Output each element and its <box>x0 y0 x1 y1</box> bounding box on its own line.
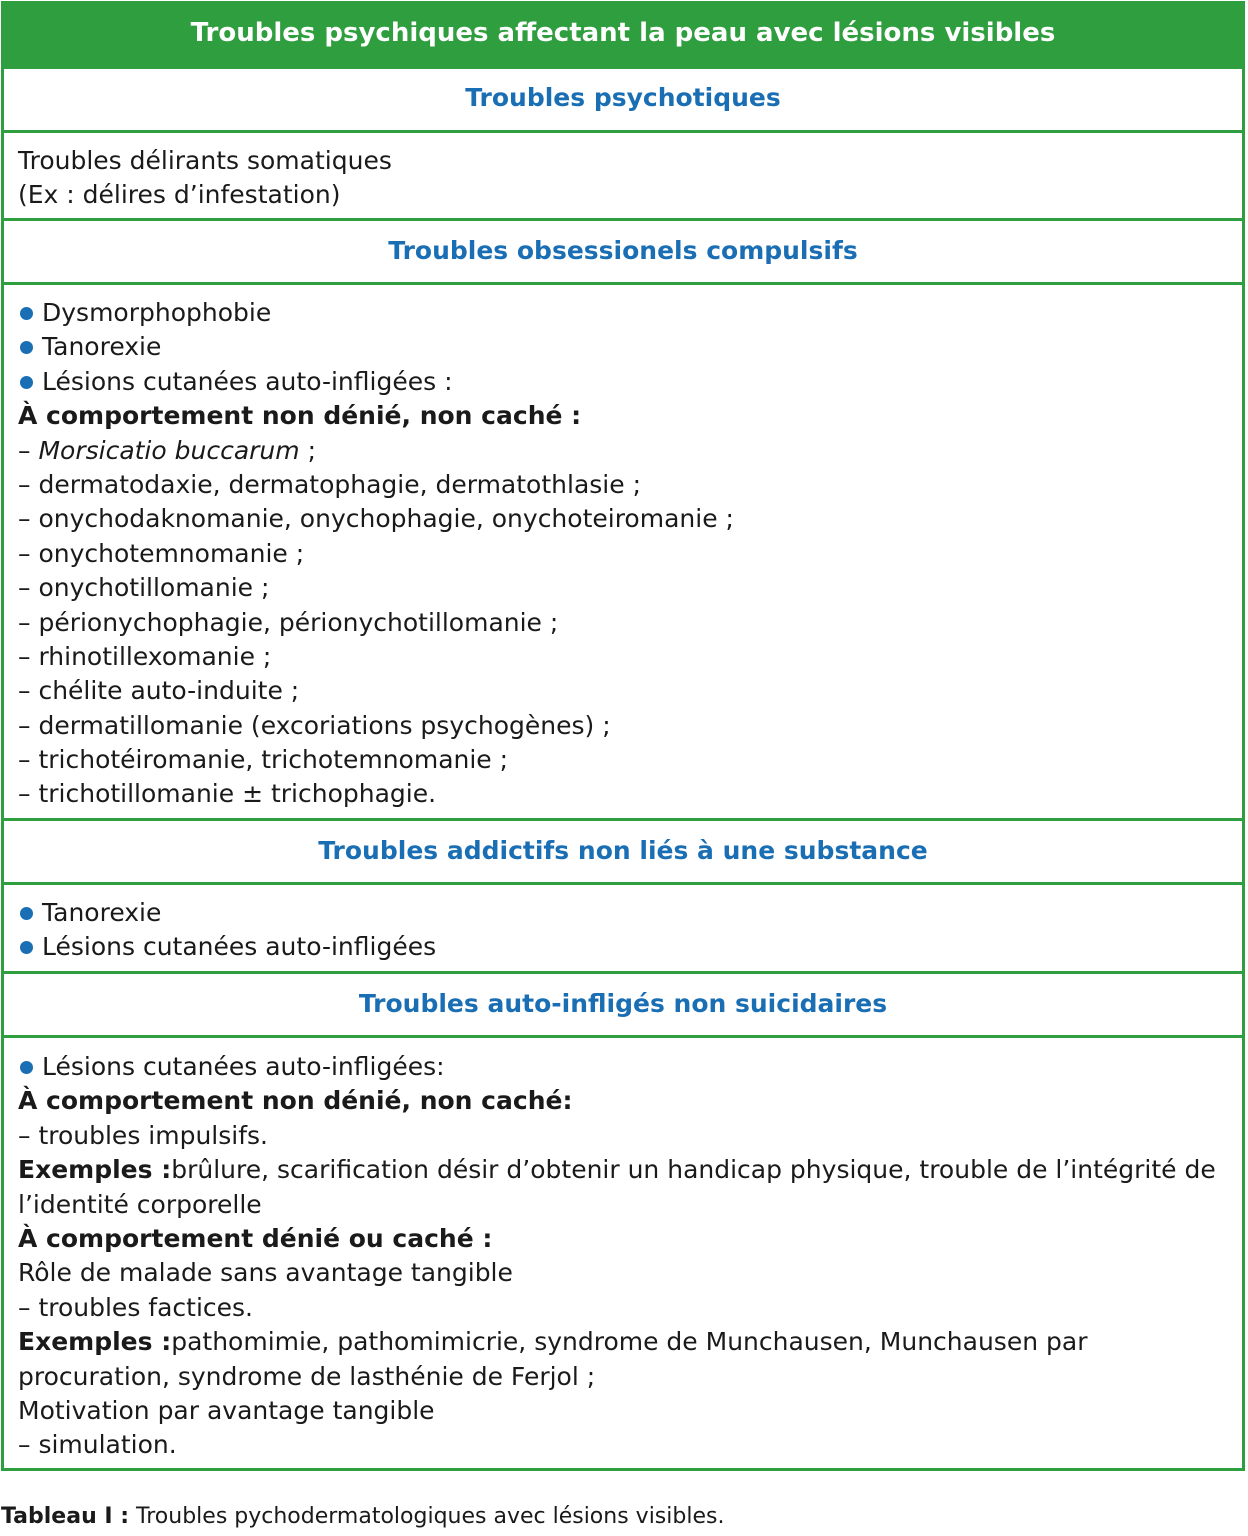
bullet-icon <box>20 307 33 320</box>
list-item: Rôle de malade sans avantage tangible <box>18 1258 513 1288</box>
examples-text: brûlure, scarification désir d’obtenir un handicap physique, trouble de l’intégrité de l’identité corporelle <box>18 1155 1216 1219</box>
examples-label: Exemples : <box>18 1327 172 1357</box>
list-item-text: Lésions cutanées auto-infligées : <box>42 366 453 396</box>
section-title-self-inflicted: Troubles auto-infligés non suicidaires <box>4 971 1242 1035</box>
examples-paragraph <box>18 1325 1242 1394</box>
list-item-text: Tanorexie <box>42 898 162 927</box>
section-title-addictive: Troubles addictifs non liés à une substance <box>4 818 1242 882</box>
section-body-addictive <box>4 882 1242 971</box>
section-body-psychotic <box>4 130 1242 218</box>
list-item: – chélite auto-induite ; <box>18 676 300 706</box>
list-item-text: Lésions cutanées auto-infligées <box>42 932 437 962</box>
list-item: Motivation par avantage tangible <box>18 1395 435 1425</box>
table-header: Troubles psychiques affectant la peau avec lésions visibles <box>4 4 1242 66</box>
list-item: – dermatodaxie, dermatophagie, dermatothlasie ; <box>18 469 641 499</box>
bullet-icon <box>20 376 33 389</box>
list-item: – simulation. <box>18 1430 177 1460</box>
list-item: – onychotillomanie ; <box>18 573 270 603</box>
list-item: – dermatillomanie (excoriations psychogènes) ; <box>18 710 611 740</box>
list-item-text: Dysmorphophobie <box>42 298 272 327</box>
bullet-icon <box>20 941 33 954</box>
section-body-self-inflicted <box>4 1035 1242 1468</box>
subheading: À comportement non dénié, non caché: <box>18 1086 573 1116</box>
list-item <box>18 296 1242 330</box>
list-item-text: Lésions cutanées auto-infligées: <box>42 1052 445 1081</box>
list-item <box>18 330 1242 364</box>
list-item: – onychodaknomanie, onychophagie, onychoteiromanie ; <box>18 504 734 534</box>
list-item: – troubles factices. <box>18 1292 253 1322</box>
bullet-icon <box>20 341 33 354</box>
punctuation: ; <box>299 435 316 465</box>
list-item: – onychotemnomanie ; <box>18 538 305 568</box>
caption-label: Tableau I : <box>1 1504 130 1529</box>
table-caption <box>1 1504 724 1529</box>
list-item <box>18 434 1242 468</box>
caption-text: Troubles pychodermatologiques avec lésions visibles. <box>129 1504 725 1529</box>
list-item <box>18 365 1242 399</box>
bullet-icon <box>20 907 33 920</box>
section-body-ocd <box>4 282 1242 818</box>
list-item-italic: Morsicatio buccarum <box>38 435 300 465</box>
list-item <box>18 896 1242 930</box>
subheading: À comportement dénié ou caché : <box>18 1223 493 1253</box>
psychodermatology-table <box>1 1 1245 1471</box>
list-item <box>18 930 1242 964</box>
list-item: – trichotillomanie ± trichophagie. <box>18 779 437 809</box>
subheading: À comportement non dénié, non caché : <box>18 401 582 431</box>
list-item: – troubles impulsifs. <box>18 1120 268 1150</box>
examples-text: pathomimie, pathomimicrie, syndrome de Munchausen, Munchausen par procuration, syndrome de lasthénie de Ferjol ; <box>18 1327 1088 1391</box>
list-item: (Ex : délires d’infestation) <box>18 180 341 210</box>
section-title-ocd: Troubles obsessionels compulsifs <box>4 218 1242 282</box>
list-item <box>18 1050 1242 1084</box>
list-item-text: Tanorexie <box>42 332 162 362</box>
section-title-psychotic: Troubles psychotiques <box>4 66 1242 130</box>
list-item: – trichotéiromanie, trichotemnomanie ; <box>18 745 509 775</box>
list-item: – périonychophagie, périonychotillomanie ; <box>18 607 559 637</box>
examples-label: Exemples : <box>18 1155 172 1185</box>
list-item: Troubles délirants somatiques <box>18 146 392 175</box>
examples-paragraph <box>18 1153 1242 1222</box>
dash: – <box>18 435 39 465</box>
bullet-icon <box>20 1061 33 1074</box>
list-item: – rhinotillexomanie ; <box>18 641 272 671</box>
